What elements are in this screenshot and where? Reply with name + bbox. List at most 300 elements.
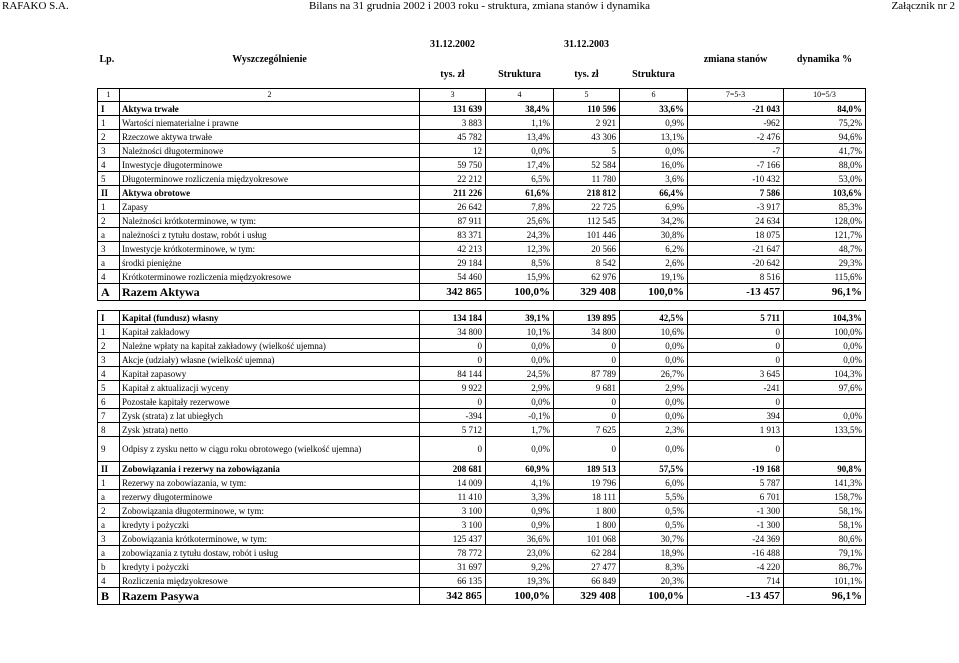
row-item-name: Rezerwy na zobowiazania, w tym: bbox=[120, 476, 420, 490]
change-value: 0 bbox=[688, 339, 784, 353]
structure-2002: 19,3% bbox=[486, 574, 554, 588]
change-value: -1 300 bbox=[688, 504, 784, 518]
row-item-name: rezerwy długoterminowe bbox=[120, 490, 420, 504]
structure-2002: 6,5% bbox=[486, 172, 554, 186]
value-2003: 0 bbox=[554, 353, 620, 367]
table-row bbox=[98, 284, 866, 301]
dynamics-value: 96,1% bbox=[784, 284, 866, 301]
row-item-name: Inwestycje długoterminowe bbox=[120, 158, 420, 172]
row-lp: 2 bbox=[98, 504, 120, 518]
dynamics-value: 29,3% bbox=[784, 256, 866, 270]
change-value: -1 300 bbox=[688, 518, 784, 532]
dynamics-value: 94,6% bbox=[784, 130, 866, 144]
change-value: 8 516 bbox=[688, 270, 784, 284]
row-item-name: Zapasy bbox=[120, 200, 420, 214]
value-2002: 131 639 bbox=[420, 102, 486, 116]
row-lp: 3 bbox=[98, 242, 120, 256]
table-row bbox=[98, 242, 866, 256]
structure-2002: 24,5% bbox=[486, 367, 554, 381]
value-2002: 12 bbox=[420, 144, 486, 158]
row-lp: 4 bbox=[98, 270, 120, 284]
row-item-name: Krótkoterminowe rozliczenia międzyokresowe bbox=[120, 270, 420, 284]
structure-2002: 15,9% bbox=[486, 270, 554, 284]
structure-2003: 20,3% bbox=[620, 574, 688, 588]
dynamics-value: 90,8% bbox=[784, 462, 866, 476]
value-2002: 42 213 bbox=[420, 242, 486, 256]
row-item-name: Zysk )strata) netto bbox=[120, 423, 420, 437]
structure-2002: 17,4% bbox=[486, 158, 554, 172]
dynamics-value: 0,0% bbox=[784, 339, 866, 353]
structure-2002-header: Struktura bbox=[498, 69, 541, 80]
company-name: RAFAKO S.A. bbox=[2, 0, 69, 12]
value-2003: 62 976 bbox=[554, 270, 620, 284]
table-row bbox=[98, 158, 866, 172]
unit-2003: tys. zł bbox=[574, 69, 599, 80]
row-item-name: Inwestycje krótkoterminowe, w tym: bbox=[120, 242, 420, 256]
value-2002: 78 772 bbox=[420, 546, 486, 560]
table-row bbox=[98, 256, 866, 270]
row-item-name: Należności krótkoterminowe, w tym: bbox=[120, 214, 420, 228]
structure-2003: 34,2% bbox=[620, 214, 688, 228]
table-row bbox=[98, 102, 866, 116]
dynamics-value: 158,7% bbox=[784, 490, 866, 504]
structure-2003: 5,5% bbox=[620, 490, 688, 504]
structure-2003: 0,5% bbox=[620, 504, 688, 518]
row-lp: 4 bbox=[98, 574, 120, 588]
row-lp: a bbox=[98, 228, 120, 242]
row-item-name: Należne wpłaty na kapitał zakładowy (wielkość ujemna) bbox=[120, 339, 420, 353]
value-2003: 0 bbox=[554, 409, 620, 423]
change-value: -13 457 bbox=[688, 284, 784, 301]
value-2003: 0 bbox=[554, 339, 620, 353]
dynamics-value: 84,0% bbox=[784, 102, 866, 116]
dynamics-value: 104,3% bbox=[784, 311, 866, 325]
value-2002: 26 642 bbox=[420, 200, 486, 214]
dynamics-value: 88,0% bbox=[784, 158, 866, 172]
value-2003: 1 800 bbox=[554, 504, 620, 518]
change-value: -21 647 bbox=[688, 242, 784, 256]
value-2002: 342 865 bbox=[420, 588, 486, 605]
row-item-name: Zobowiązania krótkoterminowe, w tym: bbox=[120, 532, 420, 546]
col-number: 2 bbox=[120, 89, 420, 102]
value-2003: 5 bbox=[554, 144, 620, 158]
structure-2002: 0,0% bbox=[486, 339, 554, 353]
structure-2002: 39,1% bbox=[486, 311, 554, 325]
change-value: -7 166 bbox=[688, 158, 784, 172]
row-lp: 8 bbox=[98, 423, 120, 437]
value-2003: 34 800 bbox=[554, 325, 620, 339]
dynamics-value: 115,6% bbox=[784, 270, 866, 284]
change-value: 0 bbox=[688, 395, 784, 409]
structure-2003-header: Struktura bbox=[632, 69, 675, 80]
change-value: -13 457 bbox=[688, 588, 784, 605]
value-2002: 134 184 bbox=[420, 311, 486, 325]
value-2003: 329 408 bbox=[554, 284, 620, 301]
structure-2002: 1,7% bbox=[486, 423, 554, 437]
structure-2003: 3,6% bbox=[620, 172, 688, 186]
structure-2003: 30,7% bbox=[620, 532, 688, 546]
row-lp: a bbox=[98, 490, 120, 504]
dynamics-value: 41,7% bbox=[784, 144, 866, 158]
structure-2003: 0,0% bbox=[620, 339, 688, 353]
row-item-name: środki pieniężne bbox=[120, 256, 420, 270]
change-value: -4 220 bbox=[688, 560, 784, 574]
row-lp: b bbox=[98, 560, 120, 574]
table-row bbox=[98, 560, 866, 574]
value-2002: 0 bbox=[420, 437, 486, 462]
structure-2003: 33,6% bbox=[620, 102, 688, 116]
col-number: 7=5-3 bbox=[688, 89, 784, 102]
row-lp: 4 bbox=[98, 367, 120, 381]
dynamics-value: 103,6% bbox=[784, 186, 866, 200]
row-item-name: Kapitał (fundusz) własny bbox=[120, 311, 420, 325]
change-value: 0 bbox=[688, 437, 784, 462]
structure-2002: 3,3% bbox=[486, 490, 554, 504]
row-item-name: Razem Pasywa bbox=[120, 588, 420, 605]
row-lp: 1 bbox=[98, 476, 120, 490]
structure-2002: 61,6% bbox=[486, 186, 554, 200]
dynamics-value: 128,0% bbox=[784, 214, 866, 228]
value-2003: 19 796 bbox=[554, 476, 620, 490]
structure-2002: 1,1% bbox=[486, 116, 554, 130]
change-value: 394 bbox=[688, 409, 784, 423]
dynamics-value: 53,0% bbox=[784, 172, 866, 186]
value-2002: 3 100 bbox=[420, 518, 486, 532]
table-row bbox=[98, 228, 866, 242]
row-item-name: Kapitał z aktualizacji wyceny bbox=[120, 381, 420, 395]
value-2003: 0 bbox=[554, 395, 620, 409]
value-2003: 189 513 bbox=[554, 462, 620, 476]
dynamics-value: 104,3% bbox=[784, 367, 866, 381]
table-row bbox=[98, 574, 866, 588]
value-2003: 22 725 bbox=[554, 200, 620, 214]
structure-2002: 60,9% bbox=[486, 462, 554, 476]
row-lp: I bbox=[98, 102, 120, 116]
row-item-name: kredyty i pożyczki bbox=[120, 518, 420, 532]
row-lp: 6 bbox=[98, 395, 120, 409]
table-row bbox=[98, 490, 866, 504]
change-value: 0 bbox=[688, 353, 784, 367]
structure-2003: 100,0% bbox=[620, 588, 688, 605]
value-2003: 2 921 bbox=[554, 116, 620, 130]
value-2002: 84 144 bbox=[420, 367, 486, 381]
value-2002: 59 750 bbox=[420, 158, 486, 172]
dynamics-value: 133,5% bbox=[784, 423, 866, 437]
value-2002: 29 184 bbox=[420, 256, 486, 270]
col-number: 3 bbox=[420, 89, 486, 102]
structure-2003: 6,2% bbox=[620, 242, 688, 256]
structure-2003: 66,4% bbox=[620, 186, 688, 200]
structure-2003: 30,8% bbox=[620, 228, 688, 242]
structure-2003: 10,6% bbox=[620, 325, 688, 339]
row-item-name: Kapitał zapasowy bbox=[120, 367, 420, 381]
dynamics-value bbox=[784, 437, 866, 462]
value-2002: 31 697 bbox=[420, 560, 486, 574]
row-lp: a bbox=[98, 518, 120, 532]
value-2003: 112 545 bbox=[554, 214, 620, 228]
dynamics-value: 58,1% bbox=[784, 504, 866, 518]
structure-2002: 24,3% bbox=[486, 228, 554, 242]
change-value: 0 bbox=[688, 325, 784, 339]
structure-2003: 0,0% bbox=[620, 353, 688, 367]
change-value: -2 476 bbox=[688, 130, 784, 144]
value-2002: 83 371 bbox=[420, 228, 486, 242]
row-item-name: Zobowiązania długoterminowe, w tym: bbox=[120, 504, 420, 518]
table-row bbox=[98, 200, 866, 214]
dynamics-value: 100,0% bbox=[784, 325, 866, 339]
dynamics-value: 80,6% bbox=[784, 532, 866, 546]
annex-label: Załącznik nr 2 bbox=[891, 0, 955, 12]
value-2003: 8 542 bbox=[554, 256, 620, 270]
dynamics-value: 75,2% bbox=[784, 116, 866, 130]
structure-2002: 25,6% bbox=[486, 214, 554, 228]
value-2002: 66 135 bbox=[420, 574, 486, 588]
value-2003: 27 477 bbox=[554, 560, 620, 574]
dynamics-value: 96,1% bbox=[784, 588, 866, 605]
table-row bbox=[98, 476, 866, 490]
change-value: -20 642 bbox=[688, 256, 784, 270]
col-number: 10=5/3 bbox=[784, 89, 866, 102]
row-lp: 1 bbox=[98, 200, 120, 214]
table-row bbox=[98, 214, 866, 228]
row-item-name: Rzeczowe aktywa trwałe bbox=[120, 130, 420, 144]
structure-2002: 38,4% bbox=[486, 102, 554, 116]
table-row bbox=[98, 504, 866, 518]
value-2003: 18 111 bbox=[554, 490, 620, 504]
structure-2003: 0,0% bbox=[620, 144, 688, 158]
dynamics-value: 85,3% bbox=[784, 200, 866, 214]
structure-2003: 18,9% bbox=[620, 546, 688, 560]
change-value: -3 917 bbox=[688, 200, 784, 214]
change-value: -21 043 bbox=[688, 102, 784, 116]
row-item-name: Długoterminowe rozliczenia międzyokresowe bbox=[120, 172, 420, 186]
column-numbers-row bbox=[98, 89, 866, 102]
structure-2002: 7,8% bbox=[486, 200, 554, 214]
value-2002: -394 bbox=[420, 409, 486, 423]
table-row bbox=[98, 325, 866, 339]
table-row bbox=[98, 381, 866, 395]
structure-2003: 0,5% bbox=[620, 518, 688, 532]
structure-2003: 26,7% bbox=[620, 367, 688, 381]
value-2003: 101 068 bbox=[554, 532, 620, 546]
dynamics-value: 48,7% bbox=[784, 242, 866, 256]
change-value: 5 711 bbox=[688, 311, 784, 325]
header-row-dates bbox=[98, 38, 866, 52]
row-lp: A bbox=[98, 284, 120, 301]
structure-2003: 57,5% bbox=[620, 462, 688, 476]
value-2002: 342 865 bbox=[420, 284, 486, 301]
structure-2002: 100,0% bbox=[486, 588, 554, 605]
change-value: 7 586 bbox=[688, 186, 784, 200]
change-value: 24 634 bbox=[688, 214, 784, 228]
value-2002: 14 009 bbox=[420, 476, 486, 490]
change-value: -24 369 bbox=[688, 532, 784, 546]
value-2003: 1 800 bbox=[554, 518, 620, 532]
row-item-name: Aktywa trwałe bbox=[120, 102, 420, 116]
row-lp: 1 bbox=[98, 116, 120, 130]
table-row bbox=[98, 588, 866, 605]
structure-2003: 100,0% bbox=[620, 284, 688, 301]
value-2002: 34 800 bbox=[420, 325, 486, 339]
date-2003: 31.12.2003 bbox=[564, 39, 609, 50]
value-2002: 125 437 bbox=[420, 532, 486, 546]
structure-2002: 36,6% bbox=[486, 532, 554, 546]
table-row bbox=[98, 172, 866, 186]
structure-2003: 13,1% bbox=[620, 130, 688, 144]
dynamics-value: 79,1% bbox=[784, 546, 866, 560]
change-value: -19 168 bbox=[688, 462, 784, 476]
structure-2002: 4,1% bbox=[486, 476, 554, 490]
value-2003: 11 780 bbox=[554, 172, 620, 186]
structure-2002: 0,9% bbox=[486, 518, 554, 532]
value-2002: 9 922 bbox=[420, 381, 486, 395]
value-2003: 139 895 bbox=[554, 311, 620, 325]
value-2002: 54 460 bbox=[420, 270, 486, 284]
dynamics-value: 0,0% bbox=[784, 353, 866, 367]
table-row bbox=[98, 311, 866, 325]
row-item-name: należności z tytułu dostaw, robót i usług bbox=[120, 228, 420, 242]
balance-sheet-table bbox=[97, 38, 866, 605]
row-lp: II bbox=[98, 186, 120, 200]
value-2002: 208 681 bbox=[420, 462, 486, 476]
value-2002: 3 883 bbox=[420, 116, 486, 130]
row-lp: 2 bbox=[98, 339, 120, 353]
value-2003: 0 bbox=[554, 437, 620, 462]
table-row bbox=[98, 270, 866, 284]
page-header bbox=[0, 0, 959, 14]
table-row bbox=[98, 395, 866, 409]
row-lp: II bbox=[98, 462, 120, 476]
row-lp: I bbox=[98, 311, 120, 325]
value-2003: 9 681 bbox=[554, 381, 620, 395]
structure-2002: 8,5% bbox=[486, 256, 554, 270]
row-item-name: Zysk (strata) z lat ubiegłych bbox=[120, 409, 420, 423]
dynamics-value bbox=[784, 395, 866, 409]
change-value: 5 787 bbox=[688, 476, 784, 490]
dynamics-value: 97,6% bbox=[784, 381, 866, 395]
row-lp: 9 bbox=[98, 437, 120, 462]
structure-2002: 100,0% bbox=[486, 284, 554, 301]
structure-2002: 23,0% bbox=[486, 546, 554, 560]
table-row bbox=[98, 409, 866, 423]
structure-2003: 16,0% bbox=[620, 158, 688, 172]
structure-2002: 0,0% bbox=[486, 395, 554, 409]
row-lp: a bbox=[98, 256, 120, 270]
unit-2002: tys. zł bbox=[440, 69, 465, 80]
row-lp: 2 bbox=[98, 130, 120, 144]
change-value: -10 432 bbox=[688, 172, 784, 186]
table-row bbox=[98, 186, 866, 200]
section-spacer bbox=[98, 301, 866, 311]
change-header: zmiana stanów bbox=[703, 54, 768, 65]
value-2002: 3 100 bbox=[420, 504, 486, 518]
structure-2003: 0,9% bbox=[620, 116, 688, 130]
value-2002: 87 911 bbox=[420, 214, 486, 228]
change-value: -241 bbox=[688, 381, 784, 395]
value-2003: 87 789 bbox=[554, 367, 620, 381]
value-2002: 5 712 bbox=[420, 423, 486, 437]
structure-2002: 0,0% bbox=[486, 437, 554, 462]
table-row bbox=[98, 546, 866, 560]
value-2003: 62 284 bbox=[554, 546, 620, 560]
row-lp: 2 bbox=[98, 214, 120, 228]
value-2003: 110 596 bbox=[554, 102, 620, 116]
row-item-name: Należności długoterminowe bbox=[120, 144, 420, 158]
row-item-name: zobowiązania z tytułu dostaw, robót i usług bbox=[120, 546, 420, 560]
change-value: -16 488 bbox=[688, 546, 784, 560]
row-lp: 3 bbox=[98, 532, 120, 546]
row-item-name: Rozliczenia międzyokresowe bbox=[120, 574, 420, 588]
value-2003: 52 584 bbox=[554, 158, 620, 172]
col-number: 4 bbox=[486, 89, 554, 102]
table-row bbox=[98, 353, 866, 367]
structure-2002: 12,3% bbox=[486, 242, 554, 256]
change-value: -7 bbox=[688, 144, 784, 158]
col-number: 6 bbox=[620, 89, 688, 102]
table-row bbox=[98, 532, 866, 546]
table-row bbox=[98, 367, 866, 381]
structure-2002: 2,9% bbox=[486, 381, 554, 395]
item-header: Wyszczególnienie bbox=[232, 54, 307, 65]
structure-2003: 2,9% bbox=[620, 381, 688, 395]
row-item-name: kredyty i pożyczki bbox=[120, 560, 420, 574]
value-2003: 218 812 bbox=[554, 186, 620, 200]
structure-2003: 6,9% bbox=[620, 200, 688, 214]
structure-2003: 42,5% bbox=[620, 311, 688, 325]
col-number: 5 bbox=[554, 89, 620, 102]
structure-2002: 0,0% bbox=[486, 144, 554, 158]
value-2003: 7 625 bbox=[554, 423, 620, 437]
value-2002: 22 212 bbox=[420, 172, 486, 186]
dynamics-value: 101,1% bbox=[784, 574, 866, 588]
change-value: 1 913 bbox=[688, 423, 784, 437]
row-item-name: Aktywa obrotowe bbox=[120, 186, 420, 200]
table-row bbox=[98, 462, 866, 476]
row-lp: a bbox=[98, 546, 120, 560]
table-row bbox=[98, 130, 866, 144]
structure-2003: 0,0% bbox=[620, 395, 688, 409]
structure-2003: 19,1% bbox=[620, 270, 688, 284]
date-2002: 31.12.2002 bbox=[430, 39, 475, 50]
row-item-name: Wartości niematerialne i prawne bbox=[120, 116, 420, 130]
row-lp: 7 bbox=[98, 409, 120, 423]
row-item-name: Razem Aktywa bbox=[120, 284, 420, 301]
structure-2002: 0,9% bbox=[486, 504, 554, 518]
structure-2002: 10,1% bbox=[486, 325, 554, 339]
value-2002: 0 bbox=[420, 339, 486, 353]
row-lp: 3 bbox=[98, 353, 120, 367]
change-value: 714 bbox=[688, 574, 784, 588]
row-item-name: Zobowiązania i rezerwy na zobowiązania bbox=[120, 462, 420, 476]
dynamics-value: 141,3% bbox=[784, 476, 866, 490]
value-2003: 43 306 bbox=[554, 130, 620, 144]
dynamics-header: dynamika % bbox=[796, 54, 853, 65]
structure-2003: 0,0% bbox=[620, 437, 688, 462]
row-lp: B bbox=[98, 588, 120, 605]
change-value: 6 701 bbox=[688, 490, 784, 504]
table-row bbox=[98, 437, 866, 462]
row-lp: 3 bbox=[98, 144, 120, 158]
value-2002: 211 226 bbox=[420, 186, 486, 200]
change-value: 3 645 bbox=[688, 367, 784, 381]
table-row bbox=[98, 144, 866, 158]
table-row bbox=[98, 339, 866, 353]
col-number: 1 bbox=[98, 89, 120, 102]
lp-header: Lp. bbox=[99, 54, 115, 65]
structure-2002: -0,1% bbox=[486, 409, 554, 423]
value-2003: 20 566 bbox=[554, 242, 620, 256]
row-item-name: Pozostałe kapitały rezerwowe bbox=[120, 395, 420, 409]
